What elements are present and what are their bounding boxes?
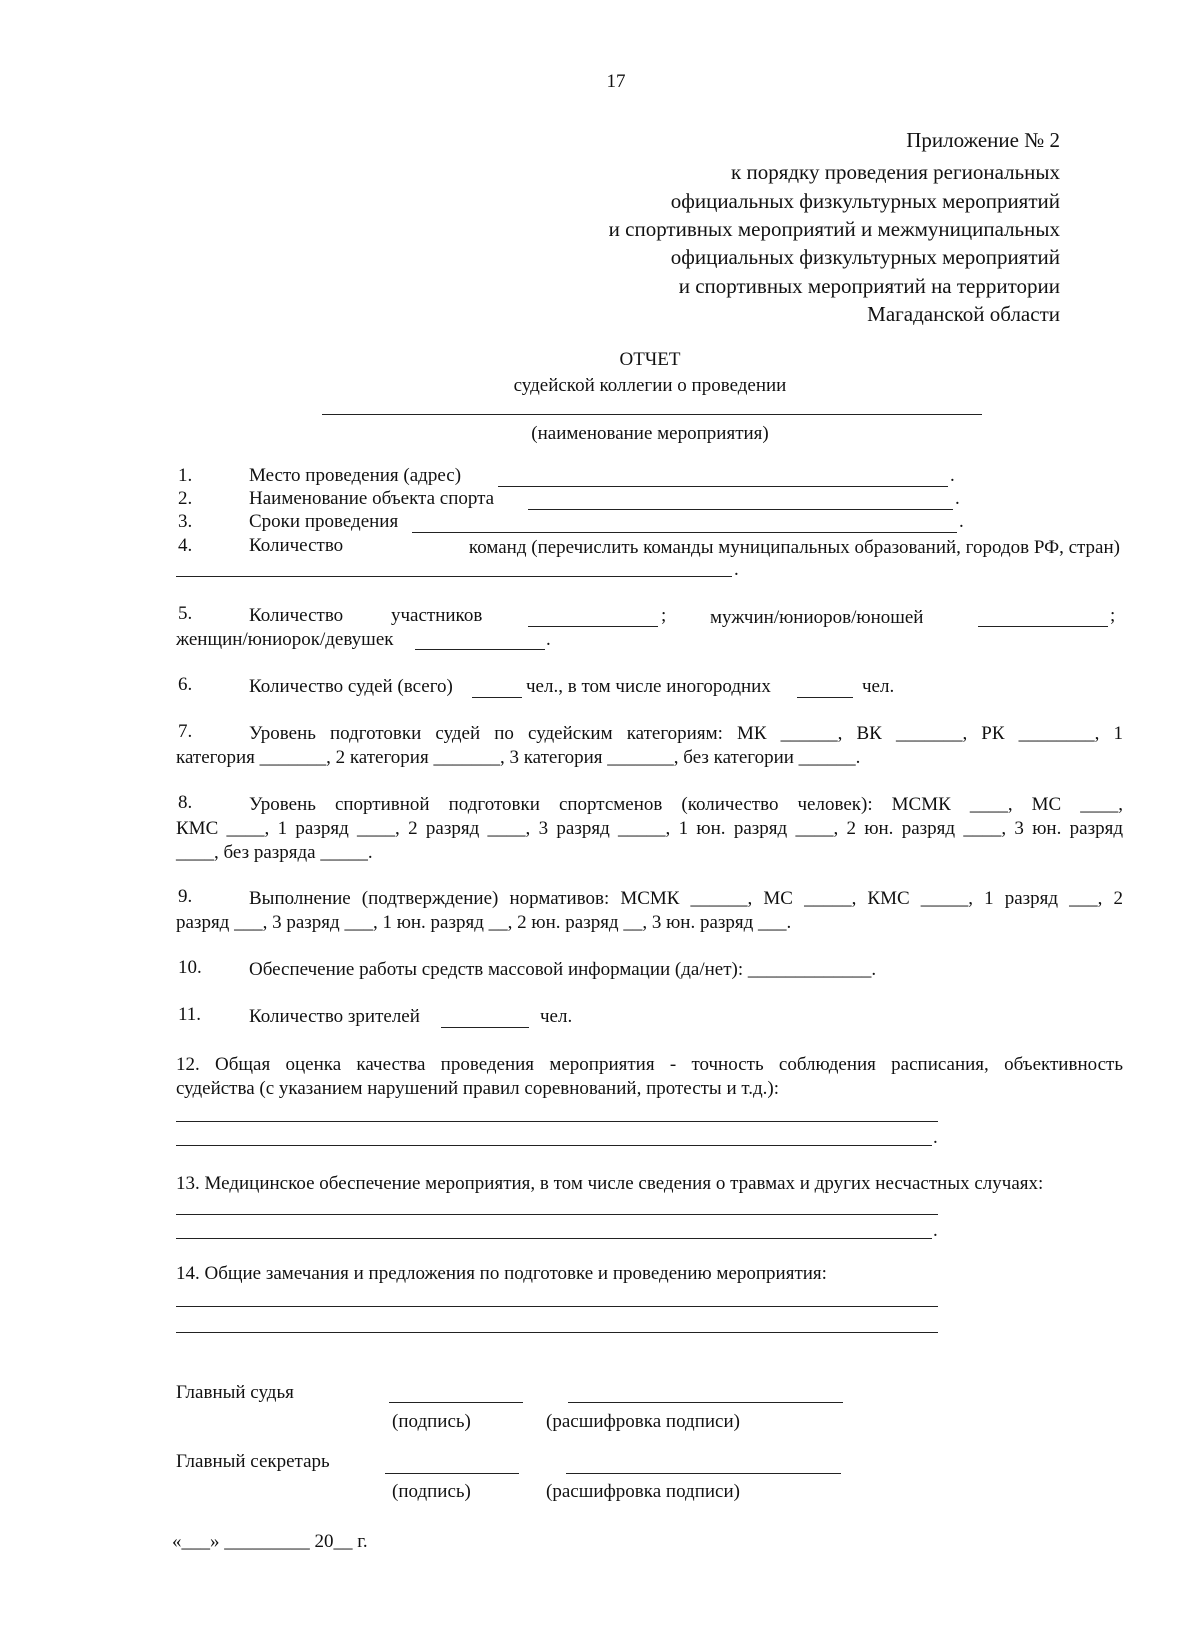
spectators-label: Количество зрителей bbox=[249, 1006, 420, 1027]
athlete-level-line-2: КМС ____, 1 разряд ____, 2 разряд ____, 3 разряд _____, 1 юн. разряд ____, 2 юн. разряд ____, 3 юн. разряд bbox=[176, 818, 1123, 839]
judge-categories-line-2: категория _______, 2 категория _______, 3 категория _______, без категории ______. bbox=[176, 747, 861, 768]
item-number: 5. bbox=[178, 603, 193, 624]
period: . bbox=[959, 511, 964, 532]
appendix-line: официальных физкультурных мероприятий bbox=[670, 245, 1060, 269]
report-title: ОТЧЕТ bbox=[619, 349, 681, 370]
period: . bbox=[955, 488, 960, 509]
semicolon: ; bbox=[1110, 605, 1116, 626]
medical-field[interactable] bbox=[176, 1214, 938, 1215]
chief-secretary-name-field[interactable] bbox=[566, 1473, 841, 1474]
medical-label: 13. Медицинское обеспечение мероприятия, в том числе сведения о травмах и других несчастных случаях: bbox=[176, 1173, 1044, 1194]
appendix-title: Приложение № 2 bbox=[906, 128, 1060, 152]
appendix-line: официальных физкультурных мероприятий bbox=[670, 189, 1060, 213]
men-field[interactable] bbox=[978, 626, 1108, 627]
quality-assessment-field[interactable] bbox=[176, 1121, 938, 1122]
item-number: 7. bbox=[178, 721, 193, 742]
chief-secretary-label: Главный секретарь bbox=[176, 1451, 330, 1472]
athlete-level-line-1: Уровень спортивной подготовки спортсменов (количество человек): МСМК ____, МС ____, bbox=[249, 794, 1123, 815]
period: . bbox=[933, 1220, 938, 1241]
participants-label-continued: участников bbox=[391, 605, 483, 626]
chief-judge-label: Главный судья bbox=[176, 1382, 294, 1403]
men-label: мужчин/юниоров/юношей bbox=[710, 607, 924, 628]
appendix-line: к порядку проведения региональных bbox=[731, 160, 1060, 184]
event-name-caption: (наименование мероприятия) bbox=[531, 423, 769, 444]
item-number: 10. bbox=[178, 957, 202, 978]
item-number: 1. bbox=[178, 465, 193, 486]
women-field[interactable] bbox=[415, 649, 545, 650]
signature-caption: (подпись) bbox=[392, 1411, 471, 1432]
event-name-line[interactable] bbox=[322, 414, 982, 415]
participants-label: Количество bbox=[249, 605, 344, 626]
judges-unit-label: чел. bbox=[862, 676, 895, 697]
medical-field[interactable] bbox=[176, 1238, 932, 1239]
spectators-field[interactable] bbox=[441, 1027, 529, 1028]
appendix-line: и спортивных мероприятий на территории bbox=[678, 274, 1060, 298]
sports-facility-field[interactable] bbox=[528, 509, 953, 510]
item-number: 11. bbox=[178, 1004, 202, 1025]
media-label: Обеспечение работы средств массовой информации (да/нет): _____________. bbox=[249, 959, 877, 980]
appendix-line: и спортивных мероприятий и межмуниципальных bbox=[608, 217, 1060, 241]
venue-address-field[interactable] bbox=[498, 486, 948, 487]
quality-assessment-line-1: 12. Общая оценка качества проведения мероприятия - точность соблюдения расписания, объективность bbox=[176, 1054, 1123, 1075]
item-number: 2. bbox=[178, 488, 193, 509]
chief-judge-signature-field[interactable] bbox=[389, 1402, 523, 1403]
page-number: 17 bbox=[606, 71, 626, 92]
women-label: женщин/юниорок/девушек bbox=[176, 629, 394, 650]
quality-assessment-line-2: судейства (с указанием нарушений правил соревнований, протесты и т.д.): bbox=[176, 1078, 780, 1099]
appendix-line: Магаданской области bbox=[867, 302, 1060, 326]
item-number: 6. bbox=[178, 674, 193, 695]
judges-nonresident-field[interactable] bbox=[797, 697, 853, 698]
decryption-caption: (расшифровка подписи) bbox=[546, 1481, 740, 1502]
spectators-unit-label: чел. bbox=[540, 1006, 573, 1027]
athlete-level-line-3: ____, без разряда _____. bbox=[176, 842, 373, 863]
item-number: 8. bbox=[178, 792, 193, 813]
decryption-caption: (расшифровка подписи) bbox=[546, 1411, 740, 1432]
dates-field[interactable] bbox=[412, 532, 957, 533]
date-line[interactable]: «___» _________ 20__ г. bbox=[172, 1531, 368, 1552]
judges-total-field[interactable] bbox=[472, 697, 522, 698]
quality-assessment-field[interactable] bbox=[176, 1145, 932, 1146]
teams-field[interactable] bbox=[176, 576, 732, 577]
participants-total-field[interactable] bbox=[528, 626, 658, 627]
standards-line-2: разряд ___, 3 разряд ___, 1 юн. разряд __, 2 юн. разряд __, 3 юн. разряд ___. bbox=[176, 912, 792, 933]
chief-secretary-signature-field[interactable] bbox=[385, 1473, 519, 1474]
period: . bbox=[933, 1127, 938, 1148]
venue-address-label: Место проведения (адрес) bbox=[249, 465, 462, 486]
remarks-field[interactable] bbox=[176, 1332, 938, 1333]
judges-total-label: Количество судей (всего) bbox=[249, 676, 453, 697]
report-subtitle: судейской коллегии о проведении bbox=[513, 375, 787, 396]
remarks-field[interactable] bbox=[176, 1306, 938, 1307]
item-number: 3. bbox=[178, 511, 193, 532]
item-number: 9. bbox=[178, 886, 193, 907]
teams-label-continued: команд (перечислить команды муниципальных образований, городов РФ, стран) bbox=[468, 537, 1120, 558]
teams-label: Количество bbox=[249, 535, 344, 556]
item-number: 4. bbox=[178, 535, 193, 556]
sports-facility-label: Наименование объекта спорта bbox=[249, 488, 495, 509]
standards-line-1: Выполнение (подтверждение) нормативов: МСМК ______, МС _____, КМС _____, 1 разряд ___, 2 bbox=[249, 888, 1123, 909]
period: . bbox=[734, 559, 739, 580]
semicolon: ; bbox=[661, 605, 667, 626]
chief-judge-name-field[interactable] bbox=[568, 1402, 843, 1403]
remarks-label: 14. Общие замечания и предложения по подготовке и проведению мероприятия: bbox=[176, 1263, 827, 1284]
period: . bbox=[546, 629, 551, 650]
period: . bbox=[950, 465, 955, 486]
signature-caption: (подпись) bbox=[392, 1481, 471, 1502]
judge-categories-line-1: Уровень подготовки судей по судейским категориям: МК ______, ВК _______, РК ________, 1 bbox=[249, 723, 1123, 744]
judges-nonresident-label: чел., в том числе иногородних bbox=[526, 676, 771, 697]
dates-label: Сроки проведения bbox=[249, 511, 399, 532]
